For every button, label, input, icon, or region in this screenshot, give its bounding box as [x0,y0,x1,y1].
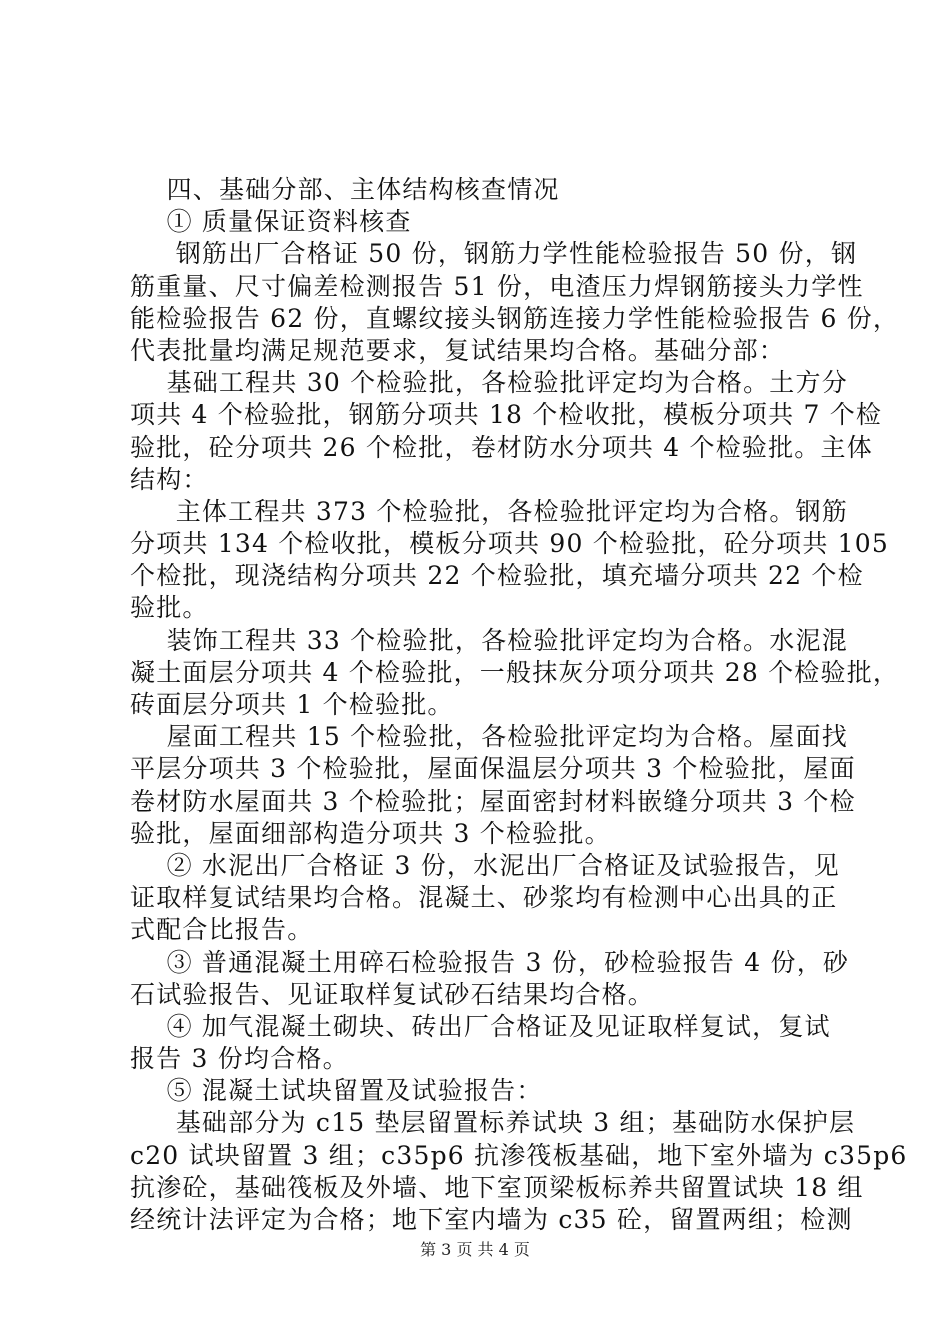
text-line: 基础工程共 30 个检验批，各检验批评定均为合格。土方分 [130,368,848,398]
text-line: 装饰工程共 33 个检验批，各检验批评定均为合格。水泥混 [130,625,848,655]
text-line: 式配合比报告。 [130,915,314,945]
document-body [130,174,908,1236]
text-line: 验批，屋面细部构造分项共 3 个检验批。 [130,818,611,848]
text-line: ① 质量保证资料核查 [130,207,412,237]
text-line: 筋重量、尺寸偏差检测报告 51 份，电渣压力焊钢筋接头力学性 [130,271,864,301]
text-line: 经统计法评定为合格；地下室内墙为 c35 砼，留置两组；检测 [130,1205,853,1234]
text-line: ② 水泥出厂合格证 3 份，水泥出厂合格证及试验报告，见 [130,850,840,880]
text-line: 报告 3 份均合格。 [130,1044,349,1074]
text-line: 石试验报告、见证取样复试砂石结果均合格。 [130,979,655,1009]
text-line: 验批，砼分项共 26 个检批，卷材防水分项共 4 个检验批。主体 [130,432,873,462]
text-line: 四、基础分部、主体结构核查情况 [130,175,560,204]
text-line: c20 试块留置 3 组；c35p6 抗渗筏板基础，地下室外墙为 c35p6 [130,1140,908,1170]
text-line: 基础部分为 c15 垫层留置标养试块 3 组；基础防水保护层 [130,1108,856,1138]
text-line: 钢筋出厂合格证 50 份，钢筋力学性能检验报告 50 份，钢 [130,239,858,269]
text-line: ③ 普通混凝土用碎石检验报告 3 份，砂检验报告 4 份，砂 [130,947,850,977]
text-line: 分项共 134 个检收批，模板分项共 90 个检验批，砼分项共 105 [130,529,889,559]
text-line: 验批。 [130,593,209,623]
page-number-footer: 第 3 页 共 4 页 [420,1240,530,1259]
text-line: 凝土面层分项共 4 个检验批，一般抹灰分项分项共 28 个检验批， [130,657,900,687]
text-line: 卷材防水屋面共 3 个检验批；屋面密封材料嵌缝分项共 3 个检 [130,786,856,816]
text-line: ④ 加气混凝土砌块、砖出厂合格证及见证取样复试，复试 [130,1011,831,1041]
text-line: 代表批量均满足规范要求，复试结果均合格。基础分部： [130,335,786,365]
text-line: 能检验报告 62 份，直螺纹接头钢筋连接力学性能检验报告 6 份， [130,303,900,333]
text-line: 个检批，现浇结构分项共 22 个检验批，填充墙分项共 22 个检 [130,561,864,591]
text-line: 平层分项共 3 个检验批，屋面保温层分项共 3 个检验批，屋面 [130,754,856,784]
text-line: 屋面工程共 15 个检验批，各检验批评定均为合格。屋面找 [130,722,848,752]
text-line: 抗渗砼，基础筏板及外墙、地下室顶梁板标养共留置试块 18 组 [130,1172,864,1202]
text-line: 项共 4 个检验批，钢筋分项共 18 个检收批，模板分项共 7 个检 [130,400,883,430]
text-line: 主体工程共 373 个检验批，各检验批评定均为合格。钢筋 [130,496,848,526]
text-line: 砖面层分项共 1 个检验批。 [130,690,454,719]
text-line: ⑤ 混凝土试块留置及试验报告： [130,1076,543,1106]
text-line: 结构： [130,464,209,494]
text-line: 证取样复试结果均合格。混凝土、砂浆均有检测中心出具的正 [130,883,838,913]
